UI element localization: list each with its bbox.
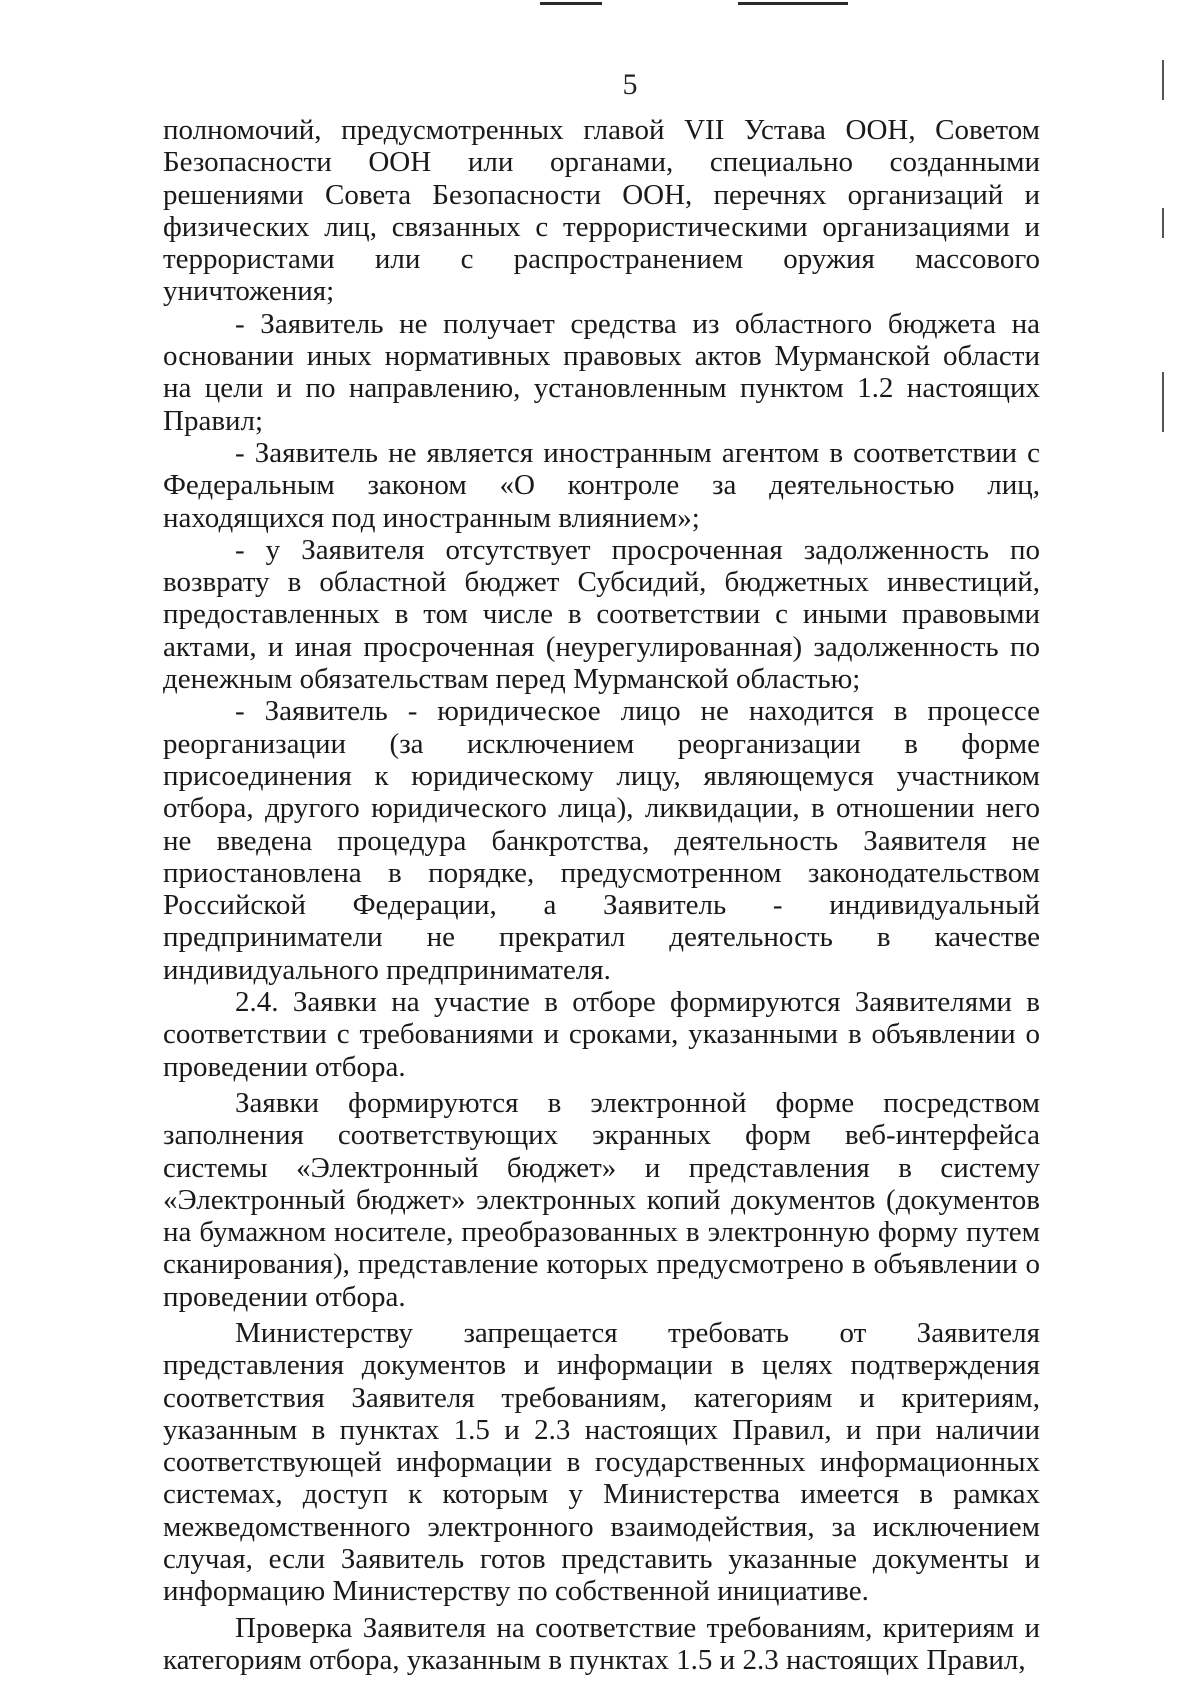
document-body: [163, 114, 1040, 1676]
paragraph-continuation: полномочий, предусмотренных главой VII Устава ООН, Советом Безопасности ООН или органами, специально созданными решениями Совета Безопасности ООН, перечнях организаций и физических лиц, связанных с террористическими организациями и террористами или с распространением оружия массового уничтожения;: [163, 114, 1040, 308]
scan-mark: [540, 2, 602, 5]
section-2-4: 2.4. Заявки на участие в отборе формируются Заявителями в соответствии с требованиями и сроками, указанными в объявлении о проведении отбора.: [163, 986, 1040, 1083]
paragraph-ministry-prohibition: Министерству запрещается требовать от Заявителя представления документов и информации в целях подтверждения соответствия Заявителя требованиям, категориям и критериям, указанным в пунктах 1.5 и 2.3 настоящих Правил, и при наличии соответствующей информации в государственных информационных системах, доступ к которым у Министерства имеется в рамках межведомственного электронного взаимодействия, за исключением случая, если Заявитель готов представить указанные документы и информацию Министерству по собственной инициативе.: [163, 1316, 1040, 1608]
scan-margin-mark: [1162, 208, 1164, 238]
bullet-no-regional-budget: - Заявитель не получает средства из областного бюджета на основании иных нормативных правовых актов Мурманской области на цели и по направлению, установленным пунктом 1.2 настоящих Правил;: [163, 307, 1040, 437]
scan-margin-mark: [1162, 372, 1164, 432]
scan-top-marks: [0, 0, 1200, 12]
page-number: 5: [622, 68, 638, 101]
bullet-no-reorganization: - Заявитель - юридическое лицо не находится в процессе реорганизации (за исключением реорганизации в форме присоединения к юридическому лицу, являющемуся участником отбора, другого юридического лица), ликвидации, в отношении него не введена процедура банкротства, деятельность Заявителя не приостановлена в порядке, предусмотренном законодательством Российской Федерации, а Заявитель - индивидуальный предприниматели не прекратил деятельность в качестве индивидуального предпринимателя.: [163, 695, 1040, 986]
paragraph-verification: Проверка Заявителя на соответствие требованиям, критериям и категориям отбора, указанным в пунктах 1.5 и 2.3 настоящих Правил,: [163, 1611, 1040, 1676]
scan-mark: [738, 2, 848, 5]
bullet-not-foreign-agent: - Заявитель не является иностранным агентом в соответствии с Федеральным законом «О контроле за деятельностью лиц, находящихся под иностранным влиянием»;: [163, 436, 1040, 534]
paragraph-electronic-form: Заявки формируются в электронной форме посредством заполнения соответствующих экранных форм веб-интерфейса системы «Электронный бюджет» и представления в систему «Электронный бюджет» электронных копий документов (документов на бумажном носителе, преобразованных в электронную форму путем сканирования), представление которых предусмотрено в объявлении о проведении отбора.: [163, 1086, 1040, 1313]
bullet-no-overdue-debt: - у Заявителя отсутствует просроченная задолженность по возврату в областной бюджет Субсидий, бюджетных инвестиций, предоставленных в том числе в соответствии с иными правовыми актами, и иная просроченная (неурегулированная) задолженность по денежным обязательствам перед Мурманской областью;: [163, 533, 1040, 696]
